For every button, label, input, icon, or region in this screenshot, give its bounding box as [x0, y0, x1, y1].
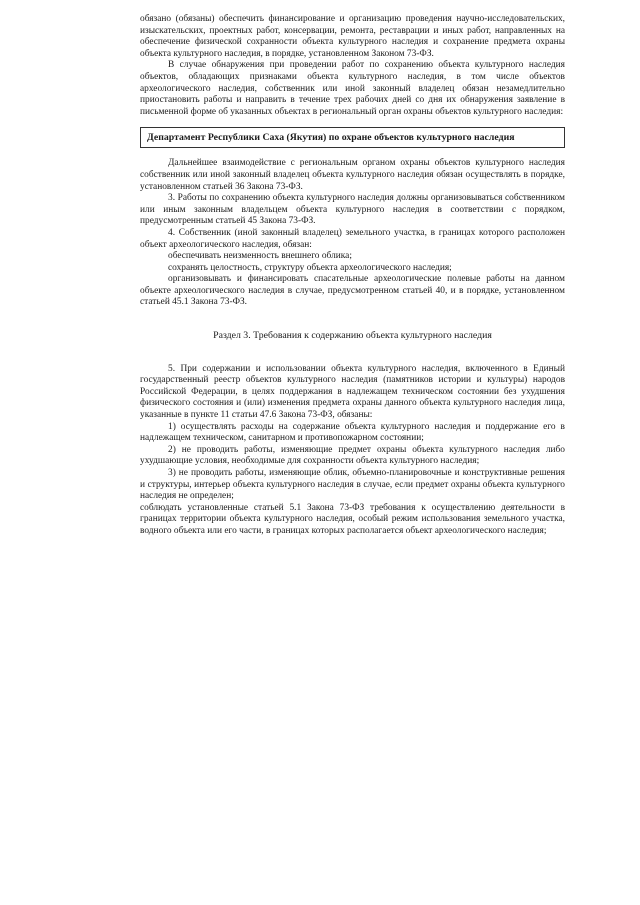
item-3: 3. Работы по сохранению объекта культурного наследия должны организовываться собственником или иным законным владельцем объекта культурного наследия в соответствии с порядком, предусмотренным статьей 45 Закона 73-ФЗ. — [140, 193, 565, 227]
item-4-a: обеспечивать неизменность внешнего облика; — [168, 251, 352, 262]
section-3-heading: Раздел 3. Требования к содержанию объекта культурного наследия — [213, 330, 492, 342]
item-5-intro: 5. При содержании и использовании объекта культурного наследия, включенного в Единый государственный реестр объектов культурного наследия (памятников истории и культуры) народов Российской Федерации, в целях поддержания в надлежащем техническом состоянии без ухудшения физического состояния и (или) изменения предмета охраны данного объекта культурного наследия лица, указанные в пункте 11 статьи 47.6 Закона 73-ФЗ, обязаны: — [140, 363, 565, 421]
document-body — [140, 14, 565, 538]
discovery-paragraph: В случае обнаружения при проведении работ по сохранению объекта культурного наследия объектов, обладающих признаками объекта культурного наследия, в том числе объектов археологического наследия, собственник или иной законный владелец обязан незамедлительно приостановить работы и направить в течение трех рабочих дней со дня их обнаружения заявление в письменной форме об указанных объектах в региональный орган охраны объектов культурного наследия: — [140, 60, 565, 117]
item-5-2: 2) не проводить работы, изменяющие предмет охраны объекта культурного наследия либо ухудшающие условия, необходимые для сохранности объекта культурного наследия; — [140, 444, 565, 467]
authority-box: Департамент Республики Саха (Якутия) по охране объектов культурного наследия — [140, 127, 565, 148]
item-5-4: соблюдать установленные статьей 5.1 Закона 73-ФЗ требования к осуществлению деятельности в границах территории объекта культурного наследия, особый режим использования земельного участка, водного объекта или его части, в границах которых располагается объект археологического наследия; — [140, 502, 565, 536]
item-5-3: 3) не проводить работы, изменяющие облик, объемно-планировочные и конструктивные решения и структуры, интерьер объекта культурного наследия в случае, если предмет охраны объекта культурного наследия не определен; — [140, 468, 565, 502]
item-4-c: организовывать и финансировать спасательные археологические полевые работы на данном объекте археологического наследия в случае, предусмотренном статьей 40, и в порядке, установленном статьей 45.1 Закона 73-ФЗ. — [140, 274, 565, 308]
item-4-intro: 4. Собственник (иной законный владелец) земельного участка, в границах которого расположен объект археологического наследия, обязан: — [140, 227, 565, 250]
item-5-1: 1) осуществлять расходы на содержание объекта культурного наследия и поддержание его в надлежащем техническом, санитарном и противопожарном состоянии; — [140, 421, 565, 444]
intro-paragraph: обязано (обязаны) обеспечить финансирование и организацию проведения научно-исследовательских, изыскательских, проектных работ, консервации, ремонта, реставрации и иных работ, направленных на обеспечение физической сохранности объекта культурного наследия и сохранение предмета охраны объекта культурного наследия, в порядке, установленном Законом 73-ФЗ. — [140, 14, 565, 59]
interaction-paragraph: Дальнейшее взаимодействие с региональным органом охраны объектов культурного наследия собственник или иной законный владелец объекта культурного наследия обязан осуществлять в порядке, установленном статьей 36 Закона 73-ФЗ. — [140, 158, 565, 192]
item-4-b: сохранять целостность, структуру объекта археологического наследия; — [168, 262, 452, 273]
